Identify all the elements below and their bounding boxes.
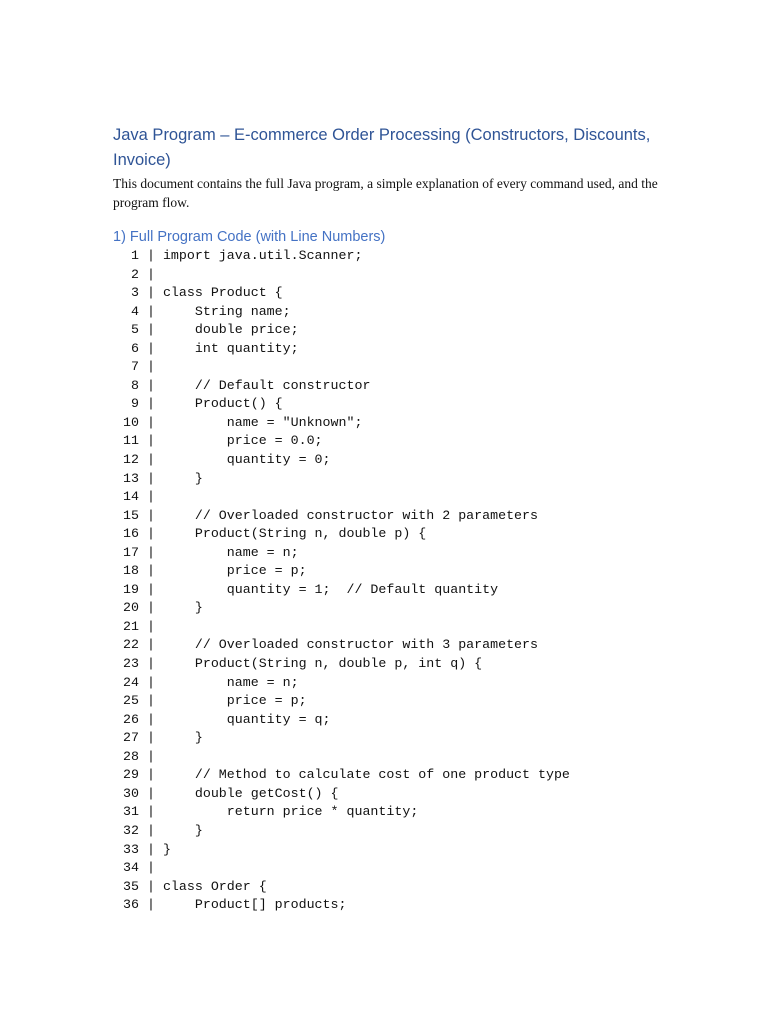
line-separator: | [139, 507, 163, 523]
line-separator: | [139, 359, 163, 375]
code-text: // Overloaded constructor with 3 parameters [162, 637, 538, 653]
code-line [113, 599, 570, 618]
code-line [113, 340, 570, 359]
line-separator: | [139, 526, 163, 542]
code-text: } [162, 841, 171, 857]
line-separator: | [139, 433, 163, 449]
line-separator: | [139, 452, 163, 468]
code-text: quantity = 0; [162, 452, 331, 468]
code-text: } [162, 730, 203, 746]
line-number: 35 [123, 878, 139, 894]
line-number: 20 [123, 600, 139, 616]
line-separator: | [139, 822, 163, 838]
code-line [113, 544, 570, 563]
line-number: 26 [123, 711, 139, 727]
line-number: 15 [123, 507, 139, 523]
section-heading-full-program-code: 1) Full Program Code (with Line Numbers) [113, 229, 386, 245]
code-line [113, 636, 570, 655]
line-number: 30 [123, 785, 139, 801]
line-separator: | [139, 285, 163, 301]
line-number: 28 [123, 748, 139, 764]
code-text: Product(String n, double p, int q) { [162, 656, 483, 672]
line-number: 33 [123, 841, 139, 857]
code-line [113, 562, 570, 581]
line-number: 16 [123, 526, 139, 542]
line-separator: | [139, 785, 163, 801]
code-line [113, 655, 570, 674]
line-number: 18 [123, 563, 139, 579]
code-text: double price; [162, 322, 299, 338]
line-separator: | [139, 693, 163, 709]
line-number: 10 [123, 414, 139, 430]
line-number: 25 [123, 693, 139, 709]
code-line [113, 432, 570, 451]
code-text: price = p; [162, 563, 307, 579]
code-text: } [162, 600, 203, 616]
line-separator: | [139, 340, 163, 356]
code-text: quantity = q; [162, 711, 331, 727]
code-text: class Product { [162, 285, 283, 301]
code-line [113, 748, 570, 767]
line-number: 6 [131, 340, 139, 356]
code-listing [113, 247, 570, 915]
code-text: Product() { [162, 396, 283, 412]
code-text: int quantity; [162, 340, 299, 356]
code-text: return price * quantity; [162, 804, 419, 820]
code-line [113, 729, 570, 748]
code-line [113, 470, 570, 489]
line-number: 29 [123, 767, 139, 783]
line-number: 2 [131, 266, 139, 282]
code-text: Product(String n, double p) { [162, 526, 427, 542]
line-separator: | [139, 804, 163, 820]
line-separator: | [139, 600, 163, 616]
code-text: } [162, 470, 203, 486]
line-number: 9 [131, 396, 139, 412]
code-text: price = 0.0; [162, 433, 323, 449]
line-number: 7 [131, 359, 139, 375]
code-line [113, 803, 570, 822]
line-number: 1 [131, 248, 139, 263]
line-separator: | [139, 563, 163, 579]
code-line [113, 358, 570, 377]
line-number: 5 [131, 322, 139, 338]
line-number: 17 [123, 544, 139, 560]
line-number: 36 [123, 897, 139, 913]
line-separator: | [139, 544, 163, 560]
code-line [113, 618, 570, 637]
code-line [113, 711, 570, 730]
line-number: 14 [123, 489, 139, 505]
code-text: double getCost() { [162, 785, 339, 801]
code-line [113, 303, 570, 322]
line-separator: | [139, 581, 163, 597]
line-separator: | [139, 711, 163, 727]
line-separator: | [139, 322, 163, 338]
line-separator: | [139, 396, 163, 412]
line-separator: | [139, 897, 163, 913]
code-text: // Default constructor [162, 377, 371, 393]
code-text: name = n; [162, 544, 299, 560]
line-separator: | [139, 618, 163, 634]
code-text: quantity = 1; // Default quantity [162, 581, 499, 597]
code-line [113, 878, 570, 897]
line-separator: | [139, 860, 163, 876]
line-number: 12 [123, 452, 139, 468]
code-line [113, 377, 570, 396]
code-line [113, 896, 570, 915]
line-number: 13 [123, 470, 139, 486]
code-line [113, 488, 570, 507]
line-separator: | [139, 674, 163, 690]
code-line [113, 266, 570, 285]
code-line [113, 859, 570, 878]
line-separator: | [139, 303, 163, 319]
line-number: 22 [123, 637, 139, 653]
code-line [113, 674, 570, 693]
line-separator: | [139, 841, 163, 857]
code-line [113, 525, 570, 544]
document-title: Java Program – E-commerce Order Processing (Constructors, Discounts, Invoice) [113, 126, 651, 169]
code-line [113, 247, 570, 266]
line-number: 19 [123, 581, 139, 597]
line-separator: | [139, 748, 163, 764]
line-separator: | [139, 637, 163, 653]
intro-paragraph: This document contains the full Java program, a simple explanation of every command used, and the program flow. [113, 176, 658, 210]
code-text: // Overloaded constructor with 2 parameters [162, 507, 538, 523]
line-separator: | [139, 730, 163, 746]
code-line [113, 785, 570, 804]
line-number: 32 [123, 822, 139, 838]
line-number: 27 [123, 730, 139, 746]
code-text: name = "Unknown"; [162, 414, 363, 430]
code-text: String name; [162, 303, 291, 319]
line-separator: | [139, 489, 163, 505]
line-number: 34 [123, 860, 139, 876]
line-separator: | [139, 656, 163, 672]
line-number: 8 [131, 377, 139, 393]
line-separator: | [139, 266, 163, 282]
code-line [113, 284, 570, 303]
code-line [113, 692, 570, 711]
code-text: price = p; [162, 693, 307, 709]
code-text: // Method to calculate cost of one product type [162, 767, 570, 783]
code-text: Product[] products; [162, 897, 347, 913]
line-number: 31 [123, 804, 139, 820]
code-line [113, 507, 570, 526]
code-text: name = n; [162, 674, 299, 690]
code-line [113, 822, 570, 841]
code-line [113, 451, 570, 470]
line-number: 23 [123, 656, 139, 672]
line-separator: | [139, 248, 163, 263]
line-number: 3 [131, 285, 139, 301]
code-line [113, 841, 570, 860]
line-number: 24 [123, 674, 139, 690]
code-line [113, 766, 570, 785]
line-separator: | [139, 767, 163, 783]
line-number: 21 [123, 618, 139, 634]
code-line [113, 581, 570, 600]
code-text: import java.util.Scanner; [162, 248, 363, 263]
code-line [113, 321, 570, 340]
line-number: 11 [123, 433, 139, 449]
code-line [113, 414, 570, 433]
line-number: 4 [131, 303, 139, 319]
line-separator: | [139, 470, 163, 486]
code-text: class Order { [162, 878, 267, 894]
code-line [113, 395, 570, 414]
code-text: } [162, 822, 203, 838]
line-separator: | [139, 377, 163, 393]
line-separator: | [139, 414, 163, 430]
line-separator: | [139, 878, 163, 894]
